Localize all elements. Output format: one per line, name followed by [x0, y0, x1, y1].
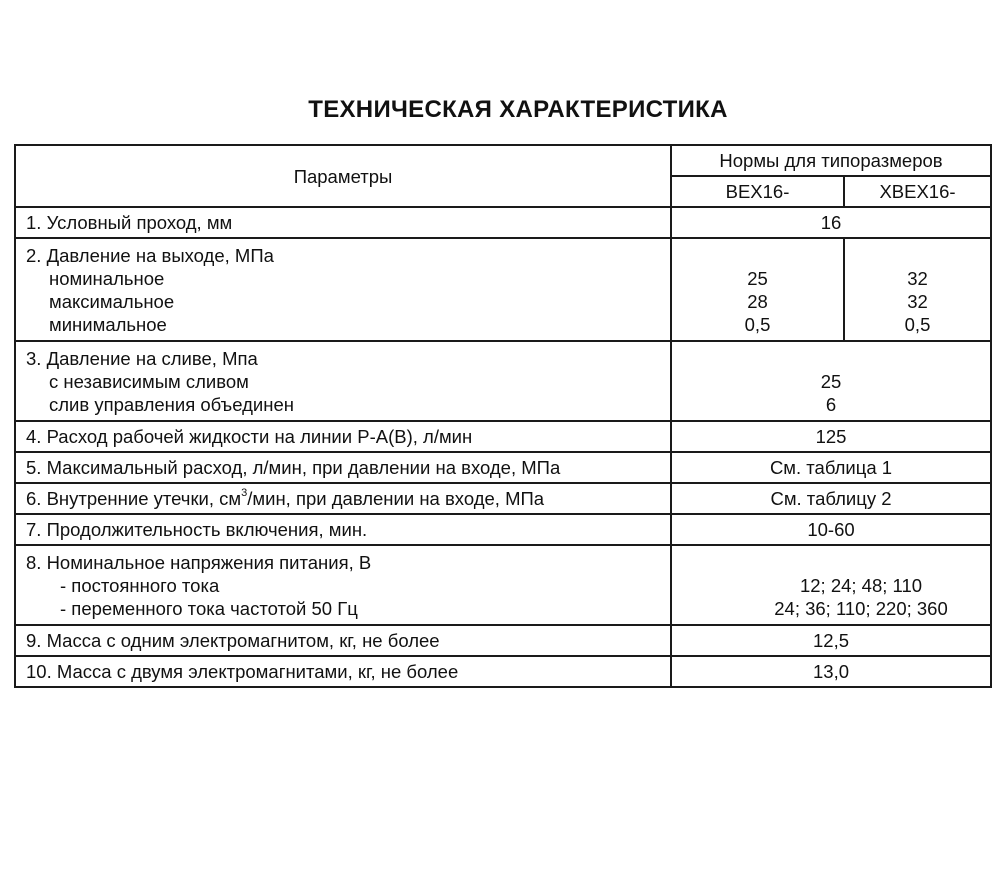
param-sub: номинальное — [49, 267, 165, 289]
value-cell: 10-60 — [671, 514, 991, 545]
value-line: 12; 24; 48; 110 — [799, 574, 923, 596]
param-title: 3. Давление на сливе, Мпа — [26, 347, 258, 369]
param-cell: 7. Продолжительность включения, мин. — [15, 514, 671, 545]
param-sub: слив управления объединен — [49, 393, 294, 415]
param-cell: 10. Масса с двумя электромагнитами, кг, не более — [15, 656, 671, 687]
value-line: 0,5 — [904, 313, 931, 335]
table-row — [15, 207, 991, 238]
table-row — [15, 341, 991, 421]
page-title: ТЕХНИЧЕСКАЯ ХАРАКТЕРИСТИКА — [308, 96, 728, 123]
spec-table — [14, 144, 992, 688]
value-cell: См. таблицу 2 — [671, 483, 991, 514]
param-title: 2. Давление на выходе, МПа — [26, 244, 274, 266]
value-cell: 125 — [671, 421, 991, 452]
table-row — [15, 656, 991, 687]
header-col-a: BEX16- — [671, 176, 844, 207]
param-cell — [15, 341, 671, 421]
param-cell: 5. Максимальный расход, л/мин, при давлении на входе, МПа — [15, 452, 671, 483]
value-line: 32 — [907, 267, 928, 289]
table-row — [15, 238, 991, 341]
table-row — [15, 625, 991, 656]
value-line: 25 — [820, 370, 842, 392]
param-cell: 4. Расход рабочей жидкости на линии P-A(B), л/мин — [15, 421, 671, 452]
param-text: /мин, при давлении на входе, МПа — [247, 488, 545, 509]
param-sub: максимальное — [49, 290, 175, 312]
value-cell-b — [844, 238, 991, 341]
value-line: 24; 36; 110; 220; 360 — [774, 597, 948, 619]
table-row — [15, 545, 991, 625]
table-row — [15, 483, 991, 514]
value-line: 6 — [825, 393, 837, 415]
value-line: 32 — [907, 290, 928, 312]
header-params: Параметры — [15, 145, 671, 207]
value-cell: 13,0 — [671, 656, 991, 687]
value-line: 25 — [747, 267, 768, 289]
param-sub: - переменного тока частотой 50 Гц — [60, 597, 358, 619]
value-cell — [671, 341, 991, 421]
value-cell: 12,5 — [671, 625, 991, 656]
param-sub: с независимым сливом — [49, 370, 249, 392]
value-line: 0,5 — [744, 313, 771, 335]
param-cell — [15, 483, 671, 514]
param-cell — [15, 238, 671, 341]
param-text: 6. Внутренние утечки, см — [26, 488, 242, 509]
value-cell — [671, 545, 991, 625]
header-col-b: XBEX16- — [844, 176, 991, 207]
value-cell: См. таблица 1 — [671, 452, 991, 483]
superscript: 3 — [241, 486, 248, 499]
value-cell: 16 — [671, 207, 991, 238]
param-sub: минимальное — [49, 313, 167, 335]
value-cell-a — [671, 238, 844, 341]
table-row — [15, 514, 991, 545]
table-row — [15, 452, 991, 483]
table-row — [15, 421, 991, 452]
header-row — [15, 145, 991, 176]
header-norms: Нормы для типоразмеров — [671, 145, 991, 176]
param-cell: 1. Условный проход, мм — [15, 207, 671, 238]
value-line: 28 — [747, 290, 768, 312]
param-cell: 9. Масса с одним электромагнитом, кг, не более — [15, 625, 671, 656]
param-sub: - постоянного тока — [60, 574, 220, 596]
param-cell — [15, 545, 671, 625]
param-title: 8. Номинальное напряжения питания, В — [26, 551, 372, 573]
